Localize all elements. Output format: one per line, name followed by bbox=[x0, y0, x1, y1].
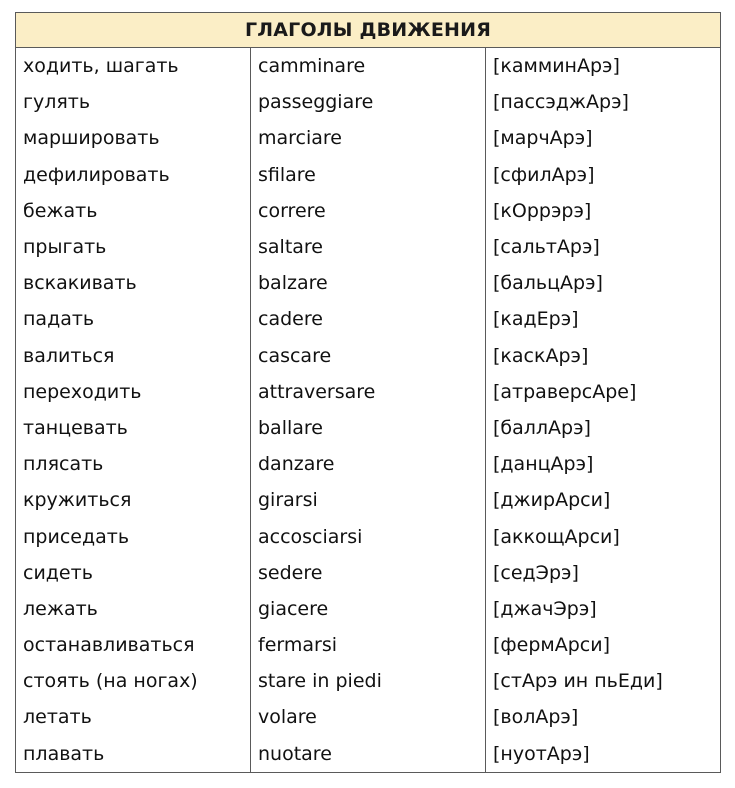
transcription-cell: [волАрэ] bbox=[486, 699, 721, 735]
italian-verb-cell: attraversare bbox=[251, 374, 486, 410]
table-row bbox=[16, 229, 721, 265]
russian-verb-cell: сидеть bbox=[16, 555, 251, 591]
russian-verb-cell: останавливаться bbox=[16, 627, 251, 663]
table-row bbox=[16, 446, 721, 482]
transcription-cell: [джачЭрэ] bbox=[486, 591, 721, 627]
transcription-cell: [сальтАрэ] bbox=[486, 229, 721, 265]
transcription-cell: [камминАрэ] bbox=[486, 48, 721, 85]
table-row bbox=[16, 482, 721, 518]
russian-verb-cell: бежать bbox=[16, 193, 251, 229]
italian-verb-cell: balzare bbox=[251, 265, 486, 301]
italian-verb-cell: sfilare bbox=[251, 157, 486, 193]
table-row bbox=[16, 84, 721, 120]
italian-verb-cell: cadere bbox=[251, 301, 486, 337]
transcription-cell: [пассэджАрэ] bbox=[486, 84, 721, 120]
russian-verb-cell: плавать bbox=[16, 736, 251, 773]
russian-verb-cell: ходить, шагать bbox=[16, 48, 251, 85]
italian-verb-cell: saltare bbox=[251, 229, 486, 265]
transcription-cell: [кОррэрэ] bbox=[486, 193, 721, 229]
italian-verb-cell: camminare bbox=[251, 48, 486, 85]
italian-verb-cell: nuotare bbox=[251, 736, 486, 773]
italian-verb-cell: volare bbox=[251, 699, 486, 735]
transcription-cell: [каскАрэ] bbox=[486, 338, 721, 374]
table-title: ГЛАГОЛЫ ДВИЖЕНИЯ bbox=[16, 13, 721, 48]
table-row bbox=[16, 736, 721, 773]
table-row bbox=[16, 48, 721, 85]
transcription-cell: [сфилАрэ] bbox=[486, 157, 721, 193]
table-row bbox=[16, 193, 721, 229]
transcription-cell: [джирАрси] bbox=[486, 482, 721, 518]
table-row bbox=[16, 555, 721, 591]
transcription-cell: [марчАрэ] bbox=[486, 120, 721, 156]
russian-verb-cell: летать bbox=[16, 699, 251, 735]
transcription-cell: [седЭрэ] bbox=[486, 555, 721, 591]
table-header-row bbox=[16, 13, 721, 48]
italian-verb-cell: ballare bbox=[251, 410, 486, 446]
transcription-cell: [кадЕрэ] bbox=[486, 301, 721, 337]
russian-verb-cell: лежать bbox=[16, 591, 251, 627]
italian-verb-cell: girarsi bbox=[251, 482, 486, 518]
table-row bbox=[16, 410, 721, 446]
table-row bbox=[16, 120, 721, 156]
russian-verb-cell: плясать bbox=[16, 446, 251, 482]
table-row bbox=[16, 338, 721, 374]
table-row bbox=[16, 699, 721, 735]
transcription-cell: [стАрэ ин пьЕди] bbox=[486, 663, 721, 699]
transcription-cell: [бальцАрэ] bbox=[486, 265, 721, 301]
italian-verb-cell: sedere bbox=[251, 555, 486, 591]
table-row bbox=[16, 627, 721, 663]
transcription-cell: [аккощАрси] bbox=[486, 518, 721, 554]
verbs-of-motion-table bbox=[15, 12, 721, 773]
russian-verb-cell: танцевать bbox=[16, 410, 251, 446]
italian-verb-cell: fermarsi bbox=[251, 627, 486, 663]
table-row bbox=[16, 518, 721, 554]
russian-verb-cell: кружиться bbox=[16, 482, 251, 518]
russian-verb-cell: прыгать bbox=[16, 229, 251, 265]
transcription-cell: [баллАрэ] bbox=[486, 410, 721, 446]
transcription-cell: [данцАрэ] bbox=[486, 446, 721, 482]
italian-verb-cell: stare in piedi bbox=[251, 663, 486, 699]
table-row bbox=[16, 301, 721, 337]
russian-verb-cell: приседать bbox=[16, 518, 251, 554]
table-row bbox=[16, 591, 721, 627]
italian-verb-cell: giacere bbox=[251, 591, 486, 627]
russian-verb-cell: дефилировать bbox=[16, 157, 251, 193]
italian-verb-cell: accosciarsi bbox=[251, 518, 486, 554]
transcription-cell: [фермАрси] bbox=[486, 627, 721, 663]
russian-verb-cell: гулять bbox=[16, 84, 251, 120]
russian-verb-cell: маршировать bbox=[16, 120, 251, 156]
italian-verb-cell: correre bbox=[251, 193, 486, 229]
italian-verb-cell: danzare bbox=[251, 446, 486, 482]
table-row bbox=[16, 663, 721, 699]
russian-verb-cell: валиться bbox=[16, 338, 251, 374]
transcription-cell: [нуотАрэ] bbox=[486, 736, 721, 773]
transcription-cell: [атраверсАре] bbox=[486, 374, 721, 410]
russian-verb-cell: стоять (на ногах) bbox=[16, 663, 251, 699]
russian-verb-cell: падать bbox=[16, 301, 251, 337]
italian-verb-cell: passeggiare bbox=[251, 84, 486, 120]
table-row bbox=[16, 157, 721, 193]
table-row bbox=[16, 374, 721, 410]
russian-verb-cell: переходить bbox=[16, 374, 251, 410]
italian-verb-cell: marciare bbox=[251, 120, 486, 156]
italian-verb-cell: cascare bbox=[251, 338, 486, 374]
russian-verb-cell: вскакивать bbox=[16, 265, 251, 301]
table-row bbox=[16, 265, 721, 301]
table-body bbox=[16, 48, 721, 773]
